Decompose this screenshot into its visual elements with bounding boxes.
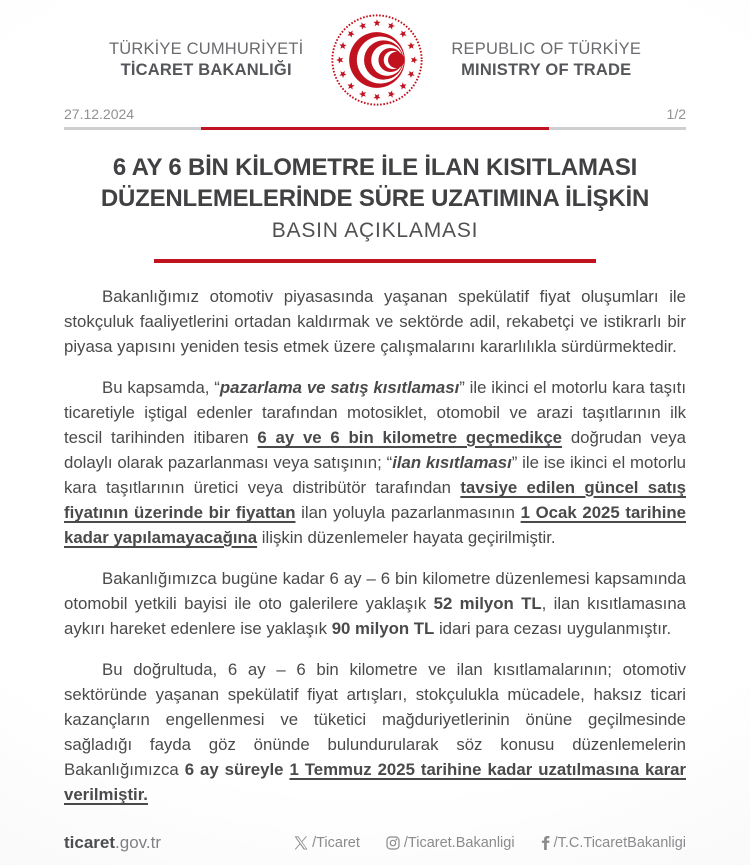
body-paragraph: [64, 375, 686, 550]
social-handle: /Ticaret.Bakanligi: [403, 835, 515, 851]
social-link-x[interactable]: [294, 835, 360, 851]
ministry-name-tr-line2: TİCARET BAKANLIĞI: [120, 61, 292, 79]
text-run: ” ile ikinci el motorlu kara taşıtı ticaretiyle iştigal edenler tarafından motosiklet, otomobil ve arazi taşıtlarının ilk tescil tarihinden itibaren: [64, 378, 687, 447]
header-divider-red-segment: [201, 127, 549, 130]
instagram-icon: [386, 836, 400, 850]
body-paragraph: [64, 566, 686, 641]
title-subtitle: BASIN AÇIKLAMASI: [271, 219, 479, 242]
text-run: ilan yoluyla pazarlanmasının: [295, 503, 521, 522]
page-indicator: 1/2: [666, 106, 686, 122]
text-run: Bu kapsamda, “: [102, 378, 220, 397]
ministry-name-english: [451, 39, 641, 80]
text-run: 52 milyon TL: [433, 594, 542, 613]
meta-row: [0, 106, 750, 122]
text-run: idari para cezası uygulanmıştır.: [434, 619, 672, 638]
footer: [0, 833, 750, 853]
text-run: pazarlama ve satış kısıtlaması: [219, 378, 460, 397]
ministry-name-en-line1: REPUBLIC OF TÜRKİYE: [451, 40, 642, 59]
social-link-facebook[interactable]: [541, 835, 686, 851]
title-line-2: DÜZENLEMELERİNDE SÜRE UZATIMINA İLİŞKİN: [100, 185, 650, 212]
text-run: 6 ay süreyle: [184, 760, 290, 779]
text-run: ilan kısıtlaması: [392, 453, 512, 472]
website-rest-part: .gov.tr: [115, 833, 162, 852]
text-run: doğrudan veya dolaylı olarak pazarlanması veya satışının; “: [64, 428, 686, 472]
ministry-of-trade-emblem-icon: [329, 12, 425, 108]
title-underline: [154, 259, 596, 263]
text-run: 1 Ocak 2025 tarihine kadar yapılamayacağına: [64, 503, 686, 547]
ministry-name-turkish: [109, 39, 303, 80]
text-run: ” ile ise ikinci el motorlu kara taşıtlarının üretici veya distribütör tarafından: [64, 453, 686, 497]
text-run: , ilan kısıtlamasına aykırı hareket edenlere ise yaklaşık: [64, 594, 686, 638]
social-handle: /T.C.TicaretBakanligi: [553, 835, 686, 851]
ministry-name-tr-line1: TÜRKİYE CUMHURİYETİ: [108, 40, 304, 59]
social-link-instagram[interactable]: [386, 835, 515, 851]
header-divider: [64, 127, 686, 130]
website-bold-part: ticaret: [64, 833, 116, 852]
text-run: Bakanlığımızca bugüne kadar 6 ay – 6 bin kilometre düzenlemesi kapsamında otomobil yetkili bayisi ile oto galerilere yaklaşık: [64, 569, 686, 613]
text-run: 90 milyon TL: [331, 619, 435, 638]
release-date: 27.12.2024: [64, 106, 135, 122]
social-handle: /Ticaret: [312, 835, 360, 851]
body-paragraph: [64, 657, 686, 807]
ministry-name-en-line2: MINISTRY OF TRADE: [461, 61, 632, 79]
text-run: 6 ay ve 6 bin kilometre geçmedikçe: [257, 428, 563, 447]
facebook-icon: [541, 836, 550, 850]
social-links: [294, 835, 686, 851]
text-run: ilişkin düzenlemeler hayata geçirilmiştir.: [257, 528, 556, 547]
text-run: 1 Temmuz 2025 tarihine kadar uzatılmasına karar verilmiştir.: [64, 760, 687, 804]
body-paragraph: [64, 284, 686, 359]
press-release-body: [0, 284, 750, 807]
text-run: Bu doğrultuda, 6 ay – 6 bin kilometre ve ilan kısıtlamalarının; otomotiv sektöründe yaşanan spekülatif fiyat artışları, stokçulukla mücadele, haksız ticari kazançların engellenmesi ve tüketici mağduriyetlerinin önüne geçilmesinde sağladığı fayda göz önünde bulundurularak söz konusu düzenlemelerin Bakanlığımızca: [64, 660, 686, 779]
text-run: tavsiye edilen güncel satış fiyatının üzerinde bir fiyattan: [64, 478, 686, 522]
header: [0, 0, 750, 108]
website-link[interactable]: [64, 833, 161, 853]
x-icon: [294, 836, 308, 850]
title-line-1: 6 AY 6 BİN KİLOMETRE İLE İLAN KISITLAMASI: [112, 154, 638, 181]
title-block: [0, 152, 750, 263]
text-run: Bakanlığımız otomotiv piyasasında yaşanan spekülatif fiyat oluşumları ile stokçuluk faaliyetlerini ortadan kaldırmak ve sektörde adil, rekabetçi ve istikrarlı bir piyasa yapısını yeniden tesis etmek üzere çalışmalarını kararlılıkla sürdürmektedir.: [64, 287, 686, 356]
